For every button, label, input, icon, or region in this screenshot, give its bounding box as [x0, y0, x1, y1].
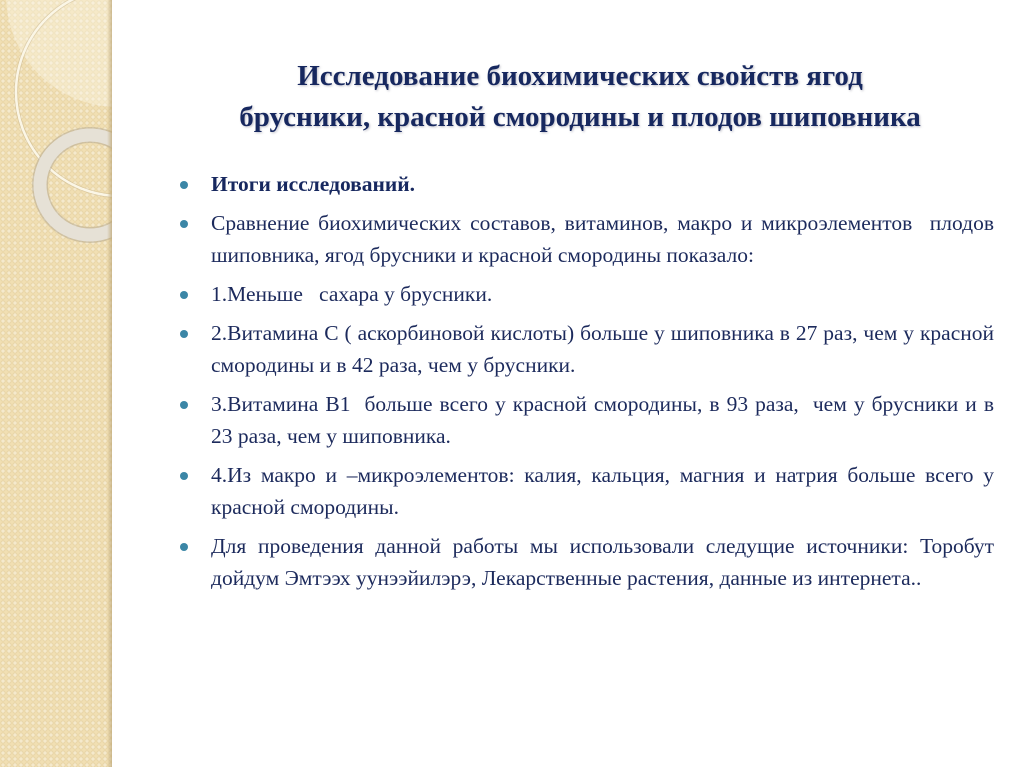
decorative-rings-icon	[0, 0, 112, 767]
bullet-text: Итоги исследований.	[211, 172, 416, 196]
bullet-text: Сравнение биохимических составов, витаминов, макро и микроэлементов плодов шиповника, ягод брусники и красной смородины показало:	[211, 211, 1000, 267]
bullet-dot-icon	[180, 291, 188, 299]
bullet-text: Для проведения данной работы мы использовали следущие источники: Торобут дойдум Эмтээх уунээйилэрэ, Лекарственные растения, данные из интернета..	[211, 534, 1000, 590]
bullet-dot-icon	[180, 543, 188, 551]
title-line-1: Исследование биохимических свойств ягод	[297, 60, 863, 92]
bullet-item-vitamin-c	[178, 317, 1000, 381]
bullet-list	[178, 168, 1000, 601]
bullet-text: 1.Меньше сахара у брусники.	[211, 282, 493, 306]
bullet-item-summary-heading	[178, 168, 994, 200]
bullet-item-minerals	[178, 459, 1000, 523]
decorative-side-panel	[0, 0, 112, 767]
bullet-text: 3.Витамина В1 больше всего у красной смородины, в 93 раза, чем у брусники и в 23 раза, чем у шиповника.	[211, 392, 1000, 448]
bullet-text: 2.Витамина С ( аскорбиновой кислоты) больше у шиповника в 27 раз, чем у красной смородины и в 42 раза, чем у брусники.	[211, 321, 1000, 377]
slide-title	[150, 56, 1010, 138]
side-panel-edge	[107, 0, 112, 767]
title-line-2: брусники, красной смородины и плодов шиповника	[239, 101, 921, 133]
bullet-dot-icon	[180, 181, 188, 189]
bullet-item-vitamin-b1	[178, 388, 1000, 452]
bullet-dot-icon	[180, 401, 188, 409]
bullet-dot-icon	[180, 472, 188, 480]
bullet-dot-icon	[180, 330, 188, 338]
bullet-text: 4.Из макро и –микроэлементов: калия, кальция, магния и натрия больше всего у красной смородины.	[211, 463, 1000, 519]
bullet-dot-icon	[180, 220, 188, 228]
bullet-item-comparison	[178, 207, 1000, 271]
bullet-item-sources	[178, 530, 1000, 594]
bullet-item-sugar	[178, 278, 994, 310]
